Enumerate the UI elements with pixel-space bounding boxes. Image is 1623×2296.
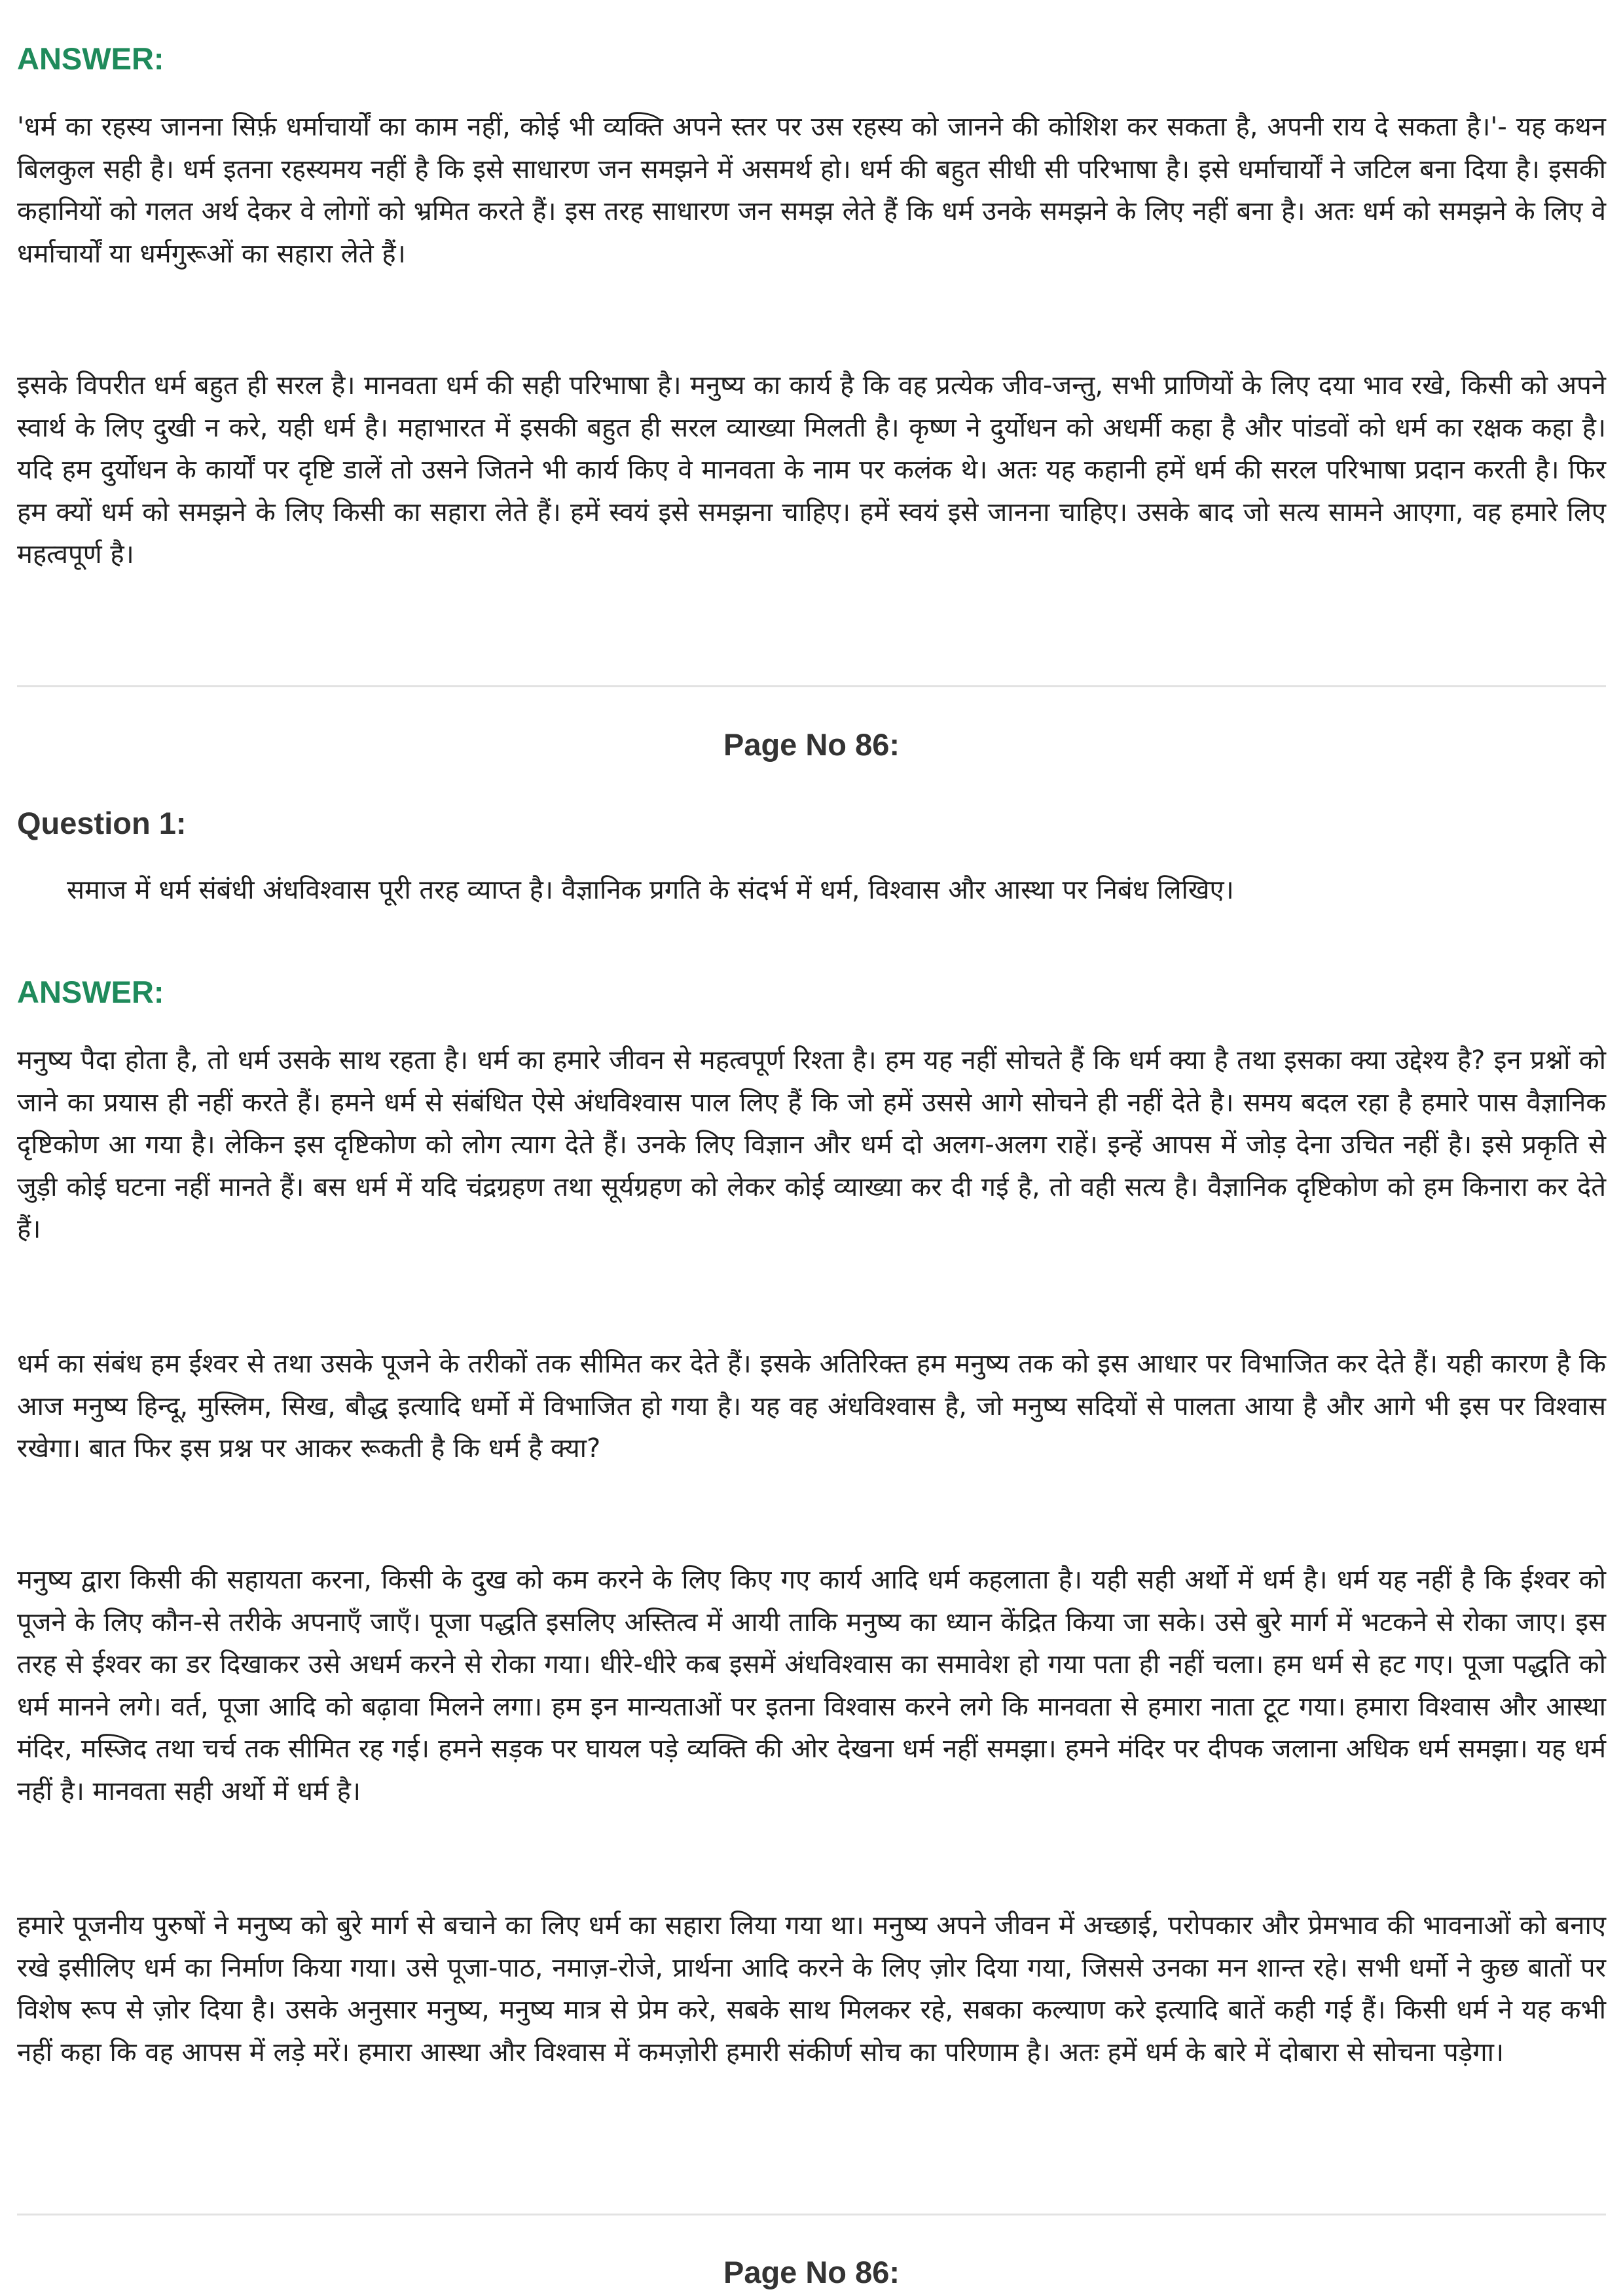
answer-paragraph: मनुष्य पैदा होता है, तो धर्म उसके साथ रहता है। धर्म का हमारे जीवन से महत्वपूर्ण रिश्ता है। हम यह नहीं सोचते हैं कि धर्म क्या है तथा इसका क्या उद्देश्य है? इन प्रश्नों को जाने का प्रयास ही नहीं करते हैं। हमने धर्म से संबंधित ऐसे अंधविश्वास पाल लिए हैं कि जो हमें उससे आगे सोचने ही नहीं देते है। समय बदल रहा है हमारे पास वैज्ञानिक दृष्टिकोण आ गया है। लेकिन इस दृष्टिकोण को लोग त्याग देते हैं। उनके लिए विज्ञान और धर्म दो अलग-अलग राहें। इन्हें आपस में जोड़ देना उचित नहीं है। इसे प्रकृति से जुड़ी कोई घटना नहीं मानते हैं। बस धर्म में यदि चंद्रग्रहण तथा सूर्यग्रहण को लेकर कोई व्याख्या कर दी गई है, तो वही सत्य है। वैज्ञानिक दृष्टिकोण को हम किनारा कर देते हैं। bbox=[17, 1045, 1606, 1244]
question-text: समाज में धर्म संबंधी अंधविश्वास पूरी तरह व्याप्त है। वैज्ञानिक प्रगति के संदर्भ में धर्म, विश्वास और आस्था पर निबंध लिखिए। bbox=[67, 875, 1234, 905]
answer-heading: ANSWER: bbox=[17, 41, 164, 76]
answer-heading: ANSWER: bbox=[17, 975, 164, 1009]
answer-paragraph: धर्म का संबंध हम ईश्वर से तथा उसके पूजने के तरीकों तक सीमित कर देते हैं। इसके अतिरिक्त हम मनुष्य तक को इस आधार पर विभाजित कर देते हैं। यही कारण है कि आज मनुष्य हिन्दू, मुस्लिम, सिख, बौद्ध इत्यादि धर्मो में विभाजित हो गया है। यह वह अंधविश्वास है, जो मनुष्य सदियों से पालता आया है और आगे भी इस पर विश्वास रखेगा। बात फिर इस प्रश्न पर आकर रूकती है कि धर्म है क्या? bbox=[17, 1349, 1606, 1463]
page-number-heading: Page No 86: bbox=[723, 2255, 900, 2289]
section-divider bbox=[17, 2214, 1606, 2215]
answer-paragraph: मनुष्य द्वारा किसी की सहायता करना, किसी के दुख को कम करने के लिए किए गए कार्य आदि धर्म कहलाता है। यही सही अर्थो में धर्म है। धर्म यह नहीं है कि ईश्वर को पूजने के लिए कौन-से तरीके अपनाएँ जाएँ। पूजा पद्धति इसलिए अस्तित्व में आयी ताकि मनुष्य का ध्यान केंद्रित किया जा सके। उसे बुरे मार्ग में भटकने से रोका जाए। इस तरह से ईश्वर का डर दिखाकर उसे अधर्म करने से रोका गया। धीरे-धीरे कब इसमें अंधविश्वास का समावेश हो गया पता ही नहीं चला। हम धर्म से हट गए। पूजा पद्धति को धर्म मानने लगे। वर्त, पूजा आदि को बढ़ावा मिलने लगा। हम इन मान्यताओं पर इतना विश्वास करने लगे कि मानवता से हमारा नाता टूट गया। हमारा विश्वास और आस्था मंदिर, मस्जिद तथा चर्च तक सीमित रह गई। हमने सड़क पर घायल पड़े व्यक्ति की ओर देखना धर्म नहीं समझा। हमने मंदिर पर दीपक जलाना अधिक धर्म समझा। यह धर्म नहीं है। मानवता सही अर्थो में धर्म है। bbox=[17, 1565, 1606, 1806]
section-divider bbox=[17, 685, 1606, 687]
answer-paragraph: इसके विपरीत धर्म बहुत ही सरल है। मानवता धर्म की सही परिभाषा है। मनुष्य का कार्य है कि वह प्रत्येक जीव-जन्तु, सभी प्राणियों के लिए दया भाव रखे, किसी को अपने स्वार्थ के लिए दुखी न करे, यही धर्म है। महाभारत में इसकी बहुत ही सरल व्याख्या मिलती है। कृष्ण ने दुर्योधन को अधर्मी कहा है और पांडवों को धर्म का रक्षक कहा है। यदि हम दुर्योधन के कार्यों पर दृष्टि डालें तो उसने जितने भी कार्य किए वे मानवता के नाम पर कलंक थे। अतः यह कहानी हमें धर्म की सरल परिभाषा प्रदान करती है। फिर हम क्यों धर्म को समझने के लिए किसी का सहारा लेते हैं। हमें स्वयं इसे समझना चाहिए। हमें स्वयं इसे जानना चाहिए। उसके बाद जो सत्य सामने आएगा, वह हमारे लिए महत्वपूर्ण है। bbox=[17, 370, 1606, 569]
answer-paragraph: हमारे पूजनीय पुरुषों ने मनुष्य को बुरे मार्ग से बचाने का लिए धर्म का सहारा लिया गया था। मनुष्य अपने जीवन में अच्छाई, परोपकार और प्रेमभाव की भावनाओं को बनाए रखे इसीलिए धर्म का निर्माण किया गया। उसे पूजा-पाठ, नमाज़-रोजे, प्रार्थना आदि करने के लिए ज़ोर दिया गया, जिससे उनका मन शान्त रहे। सभी धर्मो ने कुछ बातों पर विशेष रूप से ज़ोर दिया है। उसके अनुसार मनुष्य, मनुष्य मात्र से प्रेम करे, सबके साथ मिलकर रहे, सबका कल्याण करे इत्यादि बातें कही गई हैं। किसी धर्म ने यह कभी नहीं कहा कि वह आपस में लड़े मरें। हमारा आस्था और विश्वास में कमज़ोरी हमारी संकीर्ण सोच का परिणाम है। अतः हमें धर्म के बारे में दोबारा से सोचना पड़ेगा। bbox=[17, 1910, 1606, 2068]
page-number-heading: Page No 86: bbox=[723, 727, 900, 762]
answer-paragraph: 'धर्म का रहस्य जानना सिर्फ़ धर्माचार्यों का काम नहीं, कोई भी व्यक्ति अपने स्तर पर उस रहस्य को जानने की कोशिश कर सकता है, अपनी राय दे सकता है।'- यह कथन बिलकुल सही है। धर्म इतना रहस्यमय नहीं है कि इसे साधारण जन समझने में असमर्थ हो। धर्म की बहुत सीधी सी परिभाषा है। इसे धर्माचार्यों ने जटिल बना दिया है। इसकी कहानियों को गलत अर्थ देकर वे लोगों को भ्रमित करते हैं। इस तरह साधारण जन समझ लेते हैं कि धर्म उनके समझने के लिए नहीं बना है। अतः धर्म को समझने के लिए वे धर्माचार्यों या धर्मगुरूओं का सहारा लेते हैं। bbox=[17, 112, 1606, 269]
question-heading: Question 1: bbox=[17, 806, 187, 840]
